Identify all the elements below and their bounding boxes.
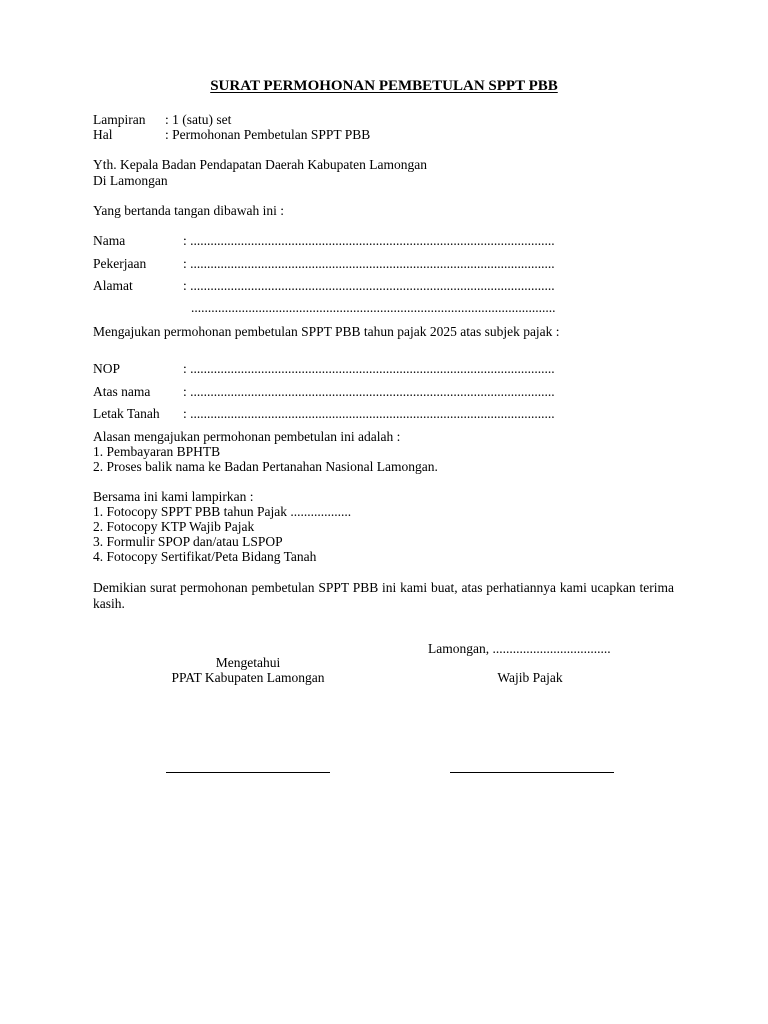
- place-date: Lamongan, ...................................: [428, 641, 611, 656]
- recipient-line-2: Di Lamongan: [93, 173, 168, 188]
- document-title: SURAT PERMOHONAN PEMBETULAN SPPT PBB: [210, 78, 558, 94]
- field-value-pekerjaan: : ............................................................................................................: [183, 256, 555, 271]
- signature-line-left: [166, 772, 330, 773]
- attachment-item: 3. Formulir SPOP dan/atau LSPOP: [93, 534, 283, 549]
- request-statement: Mengajukan permohonan pembetulan SPPT PBB tahun pajak 2025 atas subjek pajak :: [93, 324, 560, 339]
- lampiran-value: : 1 (satu) set: [165, 112, 232, 127]
- recipient-line-1: Yth. Kepala Badan Pendapatan Daerah Kabupaten Lamongan: [93, 157, 427, 172]
- field-value-letak-tanah: : ............................................................................................................: [183, 406, 555, 421]
- reasons-heading: Alasan mengajukan permohonan pembetulan ini adalah :: [93, 429, 401, 444]
- attachments-heading: Bersama ini kami lampirkan :: [93, 489, 254, 504]
- attachment-item: 2. Fotocopy KTP Wajib Pajak: [93, 519, 255, 534]
- field-value-nama: : ............................................................................................................: [183, 233, 555, 248]
- field-value-alamat: : ............................................................................................................: [183, 278, 555, 293]
- lampiran-label: Lampiran: [93, 112, 146, 127]
- closing-paragraph: Demikian surat permohonan pembetulan SPPT PBB ini kami buat, atas perhatiannya kami ucapkan terima kasih.: [93, 580, 674, 611]
- reason-item: 1. Pembayaran BPHTB: [93, 444, 221, 459]
- reason-item: 2. Proses balik nama ke Badan Pertanahan Nasional Lamongan.: [93, 459, 438, 474]
- signature-left-line-1: Mengetahui: [215, 655, 281, 670]
- field-label-pekerjaan: Pekerjaan: [93, 256, 147, 271]
- signature-right-line-1: Wajib Pajak: [497, 670, 563, 685]
- attachment-item: 1. Fotocopy SPPT PBB tahun Pajak ..................: [93, 504, 352, 519]
- signature-line-right: [450, 772, 614, 773]
- field-value-atas-nama: : ............................................................................................................: [183, 384, 555, 399]
- field-label-nop: NOP: [93, 361, 121, 376]
- hal-label: Hal: [93, 127, 113, 142]
- signature-left-line-2: PPAT Kabupaten Lamongan: [171, 670, 325, 685]
- intro-text: Yang bertanda tangan dibawah ini :: [93, 203, 284, 218]
- field-value-alamat-continuation: ............................................................................................................: [191, 300, 556, 315]
- field-label-nama: Nama: [93, 233, 126, 248]
- field-label-atas-nama: Atas nama: [93, 384, 151, 399]
- field-label-letak-tanah: Letak Tanah: [93, 406, 160, 421]
- field-value-nop: : ............................................................................................................: [183, 361, 555, 376]
- hal-value: : Permohonan Pembetulan SPPT PBB: [165, 127, 371, 142]
- attachment-item: 4. Fotocopy Sertifikat/Peta Bidang Tanah: [93, 549, 317, 564]
- field-label-alamat: Alamat: [93, 278, 133, 293]
